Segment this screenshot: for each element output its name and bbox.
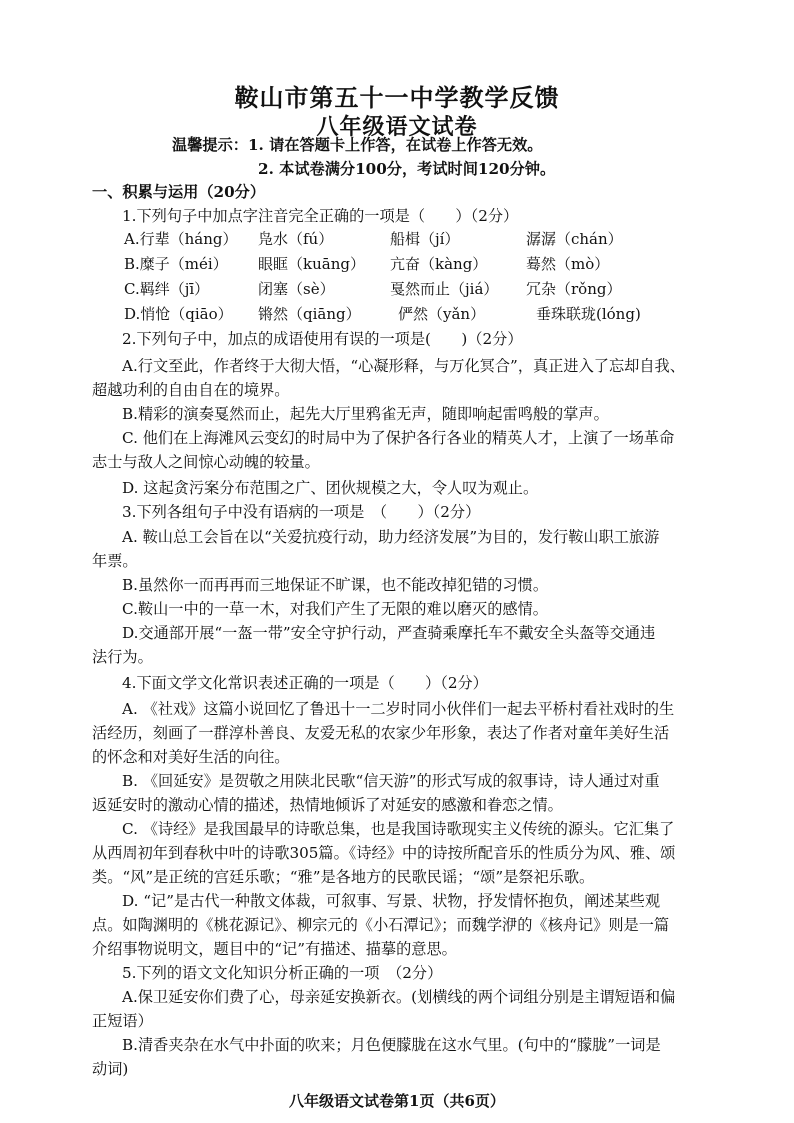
notice-line-2: 2. 本试卷满分100分，考试时间120分钟。 bbox=[258, 160, 556, 178]
paragraph-line: 年票。 bbox=[92, 552, 138, 570]
paragraph-line: 法行为。 bbox=[92, 648, 153, 666]
exam-subtitle: 八年级语文试卷 bbox=[316, 114, 478, 140]
section-title: 一、积累与运用（20分） bbox=[92, 183, 266, 201]
paragraph-line: 超越功利的自由自在的境界。 bbox=[92, 381, 290, 399]
paragraph-line: 的怀念和对美好生活的向往。 bbox=[92, 748, 290, 766]
paragraph-line: D.交通部开展“一盔一带”安全守护行动，严查骑乘摩托车不戴安全头盔等交通违 bbox=[122, 624, 656, 642]
paragraph-line: A.行文至此，作者终于大彻大悟，“心凝形释，与万化冥合”，真正进入了忘却自我、 bbox=[122, 357, 685, 375]
q1-option-cell: B.糜子（méi） bbox=[124, 255, 228, 273]
question-1-stem: 1.下列句子中加点字注音完全正确的一项是（ ）（2分） bbox=[122, 207, 519, 225]
q1-option-cell: 冗杂（rǒng） bbox=[526, 280, 622, 298]
q1-option-cell: 戛然而止（jiá） bbox=[390, 280, 499, 298]
paragraph-line: B.精彩的演奏戛然而止，起先大厅里鸦雀无声，随即响起雷鸣般的掌声。 bbox=[122, 405, 609, 423]
paragraph-line: A. 鞍山总工会旨在以“关爱抗疫行动，助力经济发展”为目的，发行鞍山职工旅游 bbox=[122, 528, 660, 546]
q1-option-cell: C.羁绊（jī） bbox=[124, 280, 210, 298]
q1-option-cell: 凫水（fú） bbox=[258, 230, 334, 248]
paragraph-line: A. 《社戏》这篇小说回忆了鲁迅十一二岁时同小伙伴们一起去平桥村看社戏时的生 bbox=[122, 700, 675, 718]
question-5-stem: 5.下列的语文文化知识分析正确的一项 （2分） bbox=[122, 964, 443, 982]
paragraph-line: 类。“风”是正统的宫廷乐歌；“雅”是各地方的民歌民谣；“颂”是祭祀乐歌。 bbox=[92, 868, 595, 886]
paragraph-line: 正短语） bbox=[92, 1012, 153, 1030]
q1-option-cell: 潺潺（chán） bbox=[526, 230, 623, 248]
q1-option-cell: 闭塞（sè） bbox=[258, 280, 335, 298]
paragraph-line: D. “记”是古代一种散文体裁，可叙事、写景、状物，抒发情怀抱负，阐述某些观 bbox=[122, 892, 661, 910]
exam-title: 鞍山市第五十一中学教学反馈 bbox=[234, 83, 560, 112]
notice-line-1: 温馨提示：1. 请在答题卡上作答，在试卷上作答无效。 bbox=[172, 136, 543, 154]
q1-option-cell: 蓦然（mò） bbox=[526, 255, 610, 273]
q1-option-cell: 眼眶（kuāng） bbox=[258, 255, 365, 273]
q1-option-cell: 船楫（jí） bbox=[390, 230, 460, 248]
page-footer: 八年级语文试卷第1页（共6页） bbox=[289, 1092, 505, 1110]
question-2-stem: 2.下列句子中，加点的成语使用有误的一项是( )（2分） bbox=[122, 330, 523, 348]
paragraph-line: A.保卫延安你们费了心，母亲延安换新衣。(划横线的两个词组分别是主谓短语和偏 bbox=[122, 988, 676, 1006]
paragraph-line: 动词) bbox=[92, 1060, 129, 1078]
q1-option-cell: 俨然（yǎn） bbox=[398, 305, 486, 323]
q1-option-cell: 锵然（qiāng） bbox=[258, 305, 361, 323]
paragraph-line: C. 《诗经》是我国最早的诗歌总集，也是我国诗歌现实主义传统的源头。它汇集了 bbox=[122, 820, 675, 838]
paragraph-line: D. 这起贪污案分布范围之广、团伙规模之大，令人叹为观止。 bbox=[122, 479, 539, 497]
q1-option-cell: A.行辈（háng） bbox=[124, 230, 238, 248]
paragraph-line: 从西周初年到春秋中叶的诗歌305篇。《诗经》中的诗按所配音乐的性质分为风、雅、颂 bbox=[92, 844, 676, 862]
q1-option-cell: 垂珠联珑(lóng) bbox=[536, 305, 641, 323]
q1-option-cell: D.悄怆（qiāo） bbox=[124, 305, 233, 323]
q1-option-cell: 亢奋（kàng） bbox=[390, 255, 488, 273]
question-4-stem: 4.下面文学文化常识表述正确的一项是（ ）（2分） bbox=[122, 674, 488, 692]
paragraph-line: B.清香夹杂在水气中扑面的吹来；月色便朦胧在这水气里。(句中的“朦胧”一词是 bbox=[122, 1036, 661, 1054]
paragraph-line: 返延安时的激动心情的描述，热情地倾诉了对延安的感激和眷恋之情。 bbox=[92, 796, 563, 814]
paragraph-line: C.鞍山一中的一草一木，对我们产生了无限的难以磨灭的感情。 bbox=[122, 600, 548, 618]
paragraph-line: 介绍事物说明文，题目中的“记”有描述、描摹的意思。 bbox=[92, 940, 457, 958]
paragraph-line: B. 《回延安》是贺敬之用陕北民歌“信天游”的形式写成的叙事诗，诗人通过对重 bbox=[122, 772, 660, 790]
paragraph-line: 志士与敌人之间惊心动魄的较量。 bbox=[92, 453, 320, 471]
paragraph-line: C. 他们在上海滩风云变幻的时局中为了保护各行各业的精英人才，上演了一场革命 bbox=[122, 429, 675, 447]
paragraph-line: 点。如陶渊明的《桃花源记》、柳宗元的《小石潭记》；而魏学洢的《核舟记》则是一篇 bbox=[92, 916, 670, 934]
paragraph-line: B.虽然你一而再再而三地保证不旷课，也不能改掉犯错的习惯。 bbox=[122, 576, 549, 594]
paragraph-line: 活经历，刻画了一群淳朴善良、友爱无私的农家少年形象，表达了作者对童年美好生活 bbox=[92, 724, 670, 742]
question-3-stem: 3.下列各组句子中没有语病的一项是 （ ）（2分） bbox=[122, 503, 481, 521]
